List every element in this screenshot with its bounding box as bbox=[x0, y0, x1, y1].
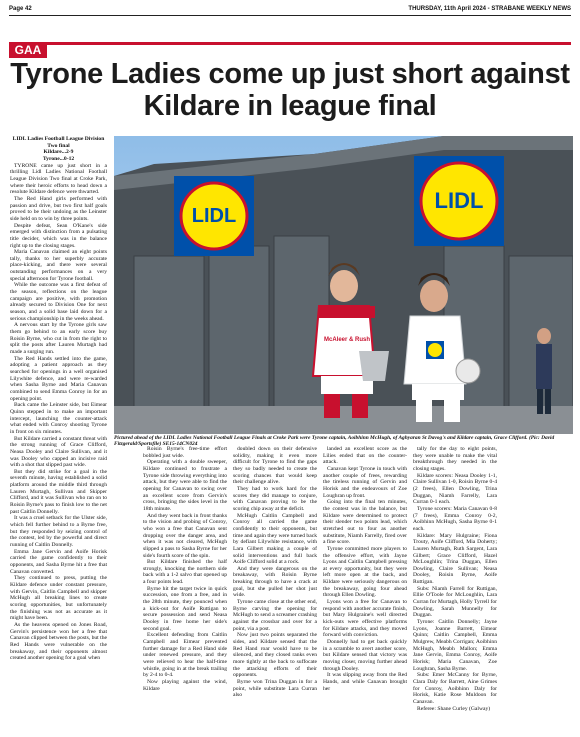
article-paragraph: landed an excellent score as the Lilies ended that on the counter-attack. bbox=[323, 446, 407, 466]
article-paragraph: And they were dangerous on the breakaway, with Roisin Byrne breaking through to have a crack at goal, but she pulled her shot just wide. bbox=[233, 565, 317, 599]
article-paragraph: Tyrone came close at the other end, Byrne carving the opening for McHugh to send a screamer crashing against the crossbar and over for a point, via a post. bbox=[233, 599, 317, 632]
article-paragraph: But Kildare finished the half strongly, knocking the northern side back with a 1-2 salvo that opened up a four points lead. bbox=[143, 559, 227, 586]
article-paragraph: While the outcome was a first defeat of the season, reflections on the league campaign are positive, with promotion already secured to Division One for next season, and a solid base laid down for a serious championship in the weeks ahead. bbox=[10, 282, 107, 322]
svg-text:LIDL: LIDL bbox=[434, 188, 484, 213]
article-paragraph: Despite defeat, Sean O'Kane's side emerged with distinction from a pulsating title decider, which was in the balance right up to the closing stages. bbox=[10, 222, 107, 249]
article-photo bbox=[114, 136, 573, 434]
photo-caption: Pictured ahead of the LIDL Ladies National Football League Finals at Croke Park were Tyrone captain, Aoibhinn McHugh, of Aghyaran St Davog's and Kildare captain, Grace Clifford. (Pic: David Fitzgerald/Sportsfile) SE15-14CN024 bbox=[114, 435, 555, 448]
svg-text:McAleer & Rush: McAleer & Rush bbox=[323, 337, 371, 343]
article-paragraph: Now playing against the wind, Kildare bbox=[143, 678, 227, 692]
lidl-logo-left bbox=[174, 176, 254, 256]
article-paragraph: Excellent defending from Caitlin Campbell and Eimear prevented further damage for a Red Hand side under renewed pressure, and they were relieved to hear the half-time whistle, going in at the break trailing by 2-4 to 0-4. bbox=[143, 632, 227, 679]
headline: Tyrone Ladies come up just short against Kildare in league final bbox=[10, 58, 570, 122]
svg-text:LIDL: LIDL bbox=[191, 205, 237, 227]
header-rule bbox=[9, 15, 571, 16]
article-paragraph: It was a cruel setback for the Ulster side, which fell further behind to a Byrne free, but they responded by seizing control of the contest, led by the powerful and direct running of Caitlin Donnelly. bbox=[10, 515, 107, 549]
article-paragraph: Donnelly had to get back quickly in a scramble to avert another score, but Kildare sensed that victory was moving closer, moving further ahead through Dooley. bbox=[323, 639, 407, 672]
article-paragraph: LIDL Ladies Football League Division Two final bbox=[12, 136, 105, 149]
article-paragraph: Operating with a double sweeper, Kildare continued to frustrate a Tyrone side throwing everything into attack, but they were able to find the opening for Canavan to swing over an excellent score from Gervin's cross, bringing the sides level in the 18th minute. bbox=[143, 459, 227, 512]
article-paragraph: TYRONE came up just short in a thrilling Lidl Ladies National Football League Division Two final at Croke Park, where their heroic efforts to head down a resolute Kildare defence were thwarted. bbox=[10, 162, 107, 196]
article-paragraph: Lyons won a free for Canavan to respond with another accurate finish, but Mary Hulgraine's well directed kick-outs were effective platforms for Kildare attacks, and they moved forward with conviction. bbox=[323, 599, 407, 639]
article-paragraph: Tyrone committed more players to the offensive effort, with Jayne Lyons and Caitlin Campbell pressing at every opportunity, but they were left more open at the back, and Kildare were seriously dangerous on the breakaway, going four ahead through Ellen Dowling. bbox=[323, 545, 407, 599]
photo-illustration bbox=[114, 136, 573, 434]
article-paragraph: McHugh Caitlin Campbell and Conroy all carried the game confidently to their opponents, but time and again they were turned back by defiant Lilywhite resistance, with Lara Gilbert making a couple of solid interventions and full back Aoife Clifford solid at a rock. bbox=[233, 512, 317, 566]
article-paragraph: Back came the Leinster side, but Eimear Quinn stepped in to make an important intercept, launching the counter-attack what ended with Conroy shooting Tyrone in front on six minutes. bbox=[10, 402, 107, 435]
article-paragraph: tally for the day to eight points, they were unable to make the vital breakthrough they needed in the closing stages. bbox=[413, 446, 497, 472]
article-paragraph: Subs: Emer McCanny for Byrne, Clara Daly for Barrett, Aine Grimes for Conroy, Aoibhinn Daly for Horisk, Katie Rose Muldoon for Canavan. bbox=[413, 672, 497, 705]
article-paragraph: As the heavens opened on Jones Road, Gervin's persistence won her a free that Canavan clipped between the posts, but the Red Hands were vulnerable on the breakaway, and their opponents almost created another opening for a goal when bbox=[10, 621, 107, 662]
article-paragraph: Maria Canavan claimed an eight points tally, thanks to her superbly accurate place-kicking, and there were several outstanding performances on a very special afternoon for Tyrone football. bbox=[10, 249, 107, 282]
section-tag: GAA bbox=[9, 42, 47, 58]
article-paragraph: Tyrone scorers: Maria Canavan 0-8 (7 frees), Emma Conroy 0-2, Aoibhinn McHugh, Sasha Byrne 0-1 each. bbox=[413, 505, 497, 532]
article-paragraph: Kildare: Mary Hulgraine; Fiona Trouty, Aoife Clifford, Mia Doherty; Lauren Murtagh, Ruth Sargent, Lara Gilbert; Grace Clifford, Hazel McLoughlin; Trina Duggan, Ellen Dowling, Claire Sullivan; Neasa Dooley, Roisin Byrne, Aoife Ruttigan. bbox=[413, 532, 497, 586]
article-column-1 bbox=[10, 136, 107, 662]
article-paragraph: But Kildare carried a constant threat with the strong running of Grace Clifford, Neasa Dooley and Claire Sullivan, and it was Dooley who capped an incisive raid with a shot that slipped past wide. bbox=[10, 435, 107, 469]
section-bar bbox=[9, 42, 571, 45]
article-column-2 bbox=[143, 446, 227, 692]
article-paragraph: Subs: Niamh Farrell for Ruttigan, Ellie O'Toole for McLoughlin, Lara Curran for Murtagh, Holly Tyrrell for Dowling, Sarah Munnelly for Duggan. bbox=[413, 585, 498, 619]
article-column-3 bbox=[233, 446, 317, 699]
article-paragraph: Canavan kept Tyrone in touch with another couple of frees, rewarding the tireless running of Gervin and Horisk and the endeavours of Zoe Loughran up front. bbox=[323, 465, 407, 499]
article-paragraph: The Red Hand girls performed with passion and drive, but two first half goals proved to be their undoing as the Leinster side held on to win by three points. bbox=[10, 195, 107, 222]
article-paragraph: They had to work hard for the scores they did manage to conjure, with Canavan proving to be the scoring chip away at the deficit. bbox=[233, 485, 317, 512]
article-paragraph: Now just two points separated the sides, and Kildare sensed that the Red Hand roar would have to be silenced, and they closed ranks even more tightly at the back to suffocate the attacking efforts of their opponents. bbox=[233, 632, 317, 679]
article-paragraph: Roisin Byrne's free-time effort bobbled just wide. bbox=[143, 446, 227, 459]
article-column-5 bbox=[413, 446, 497, 712]
article-paragraph: Referee: Shane Curley (Galway) bbox=[417, 705, 491, 712]
article-column-4 bbox=[323, 446, 407, 692]
article-paragraph: Kildare...2-9 bbox=[43, 149, 74, 156]
article-paragraph: Tyrone: Caitlin Donnelly; Jayne Lyons, Joanne Barrett, Eimear Quinn; Caitlin Campbell, Emma Mulgrew, Meabh Corrigan; Aoibhinn McHugh, Meabh Mallon; Emma Jane Gervin, Emma Conroy, Aoife Horisk; Maria Canavan, Zoe Loughran, Sasha Byrne. bbox=[413, 619, 497, 672]
article-paragraph: Emma Jane Gervin and Aoife Horisk carried the game confidently to their opponents, and Sasha Byrne hit a free that Canavan converted. bbox=[10, 548, 107, 575]
article-paragraph: Byrne hit the target twice in quick succession, one from a free, and in the 28th minute, they pounced when a kick-out for Aoife Ruttigan to secure possession and send Neasa Dooley in free home her side's second goal. bbox=[143, 585, 227, 632]
article-paragraph: And they went back in front thanks to the vision and probing of Conroy, who won a free that Canavan sent dropping over the danger area, and when it was not cleared, McHugh slipped a pass to Sasha Byrne for her side's fourth score of the spin. bbox=[143, 512, 227, 559]
article-paragraph: Byrne won Trina Duggan in for a point, while substitute Lara Curran also bbox=[233, 678, 317, 699]
article-paragraph: Kildare scorers: Neasa Dooley 1-1, Claire Sullivan 1-0, Roisin Byrne 0-4 (2 frees), Ellen Dowling, Trina Duggan, Niamh Farrelly, Lara Curran 0-1 each. bbox=[413, 472, 497, 506]
trophy bbox=[359, 351, 389, 381]
article-paragraph: doubled down on their defensive solidity, making it even more difficult for Tyrone to find the gaps they so badly needed to create the scoring chances that would keep their challenge alive. bbox=[233, 446, 317, 486]
article-paragraph: A nervous start by the Tyrone girls saw them go behind to an early score buy Roisin Byrne, who cut in from the right to split the posts after Lauren Murtagh had made a surging run. bbox=[10, 322, 107, 355]
article-paragraph: It was slipping away from the Red Hands, and while Canavan brought her bbox=[323, 672, 407, 692]
page-number: Page 42 bbox=[9, 6, 32, 12]
football bbox=[456, 359, 480, 383]
article-paragraph: But they did strike for a goal in the seventh minute, having established a solid platform around the middle third through Lauren Murtagh, Sullivan and Skipper Clifford, and it was Sullivan who ran on to Roisin Byrne's pass to finish low to the net past Caitlin Donnelly. bbox=[10, 468, 107, 515]
article-paragraph: The Red Hands settled into the game, adopting a patient approach as they searched for openings in a well organised Lilywhite defence, and were re-warded when Sasha Byrne and Maria Canavan combined to send Emma Conroy in for an opening point. bbox=[10, 355, 107, 402]
article-paragraph: Tyrone...0-12 bbox=[42, 155, 75, 162]
article-paragraph: Going into the final ten minutes, the contest was in the balance, but Kildare were determined to protect their slender two points lead, which stretched out to four as another substitute, Niamh Farrelly, fired over a fine score. bbox=[323, 499, 407, 546]
dateline: THURSDAY, 11th April 2024 - STRABANE WEEKLY NEWS bbox=[408, 6, 571, 12]
pavement bbox=[114, 406, 573, 434]
lidl-logo-right bbox=[414, 156, 504, 246]
article-paragraph: They continued to press, putting the Kildare defence under constant pressure, with Gervin, Caitlin Campbell and skipper McHugh all breaking lines to create scoring opportunities, but unfortunately the finishing was not as accurate as it might have been. bbox=[10, 575, 107, 622]
